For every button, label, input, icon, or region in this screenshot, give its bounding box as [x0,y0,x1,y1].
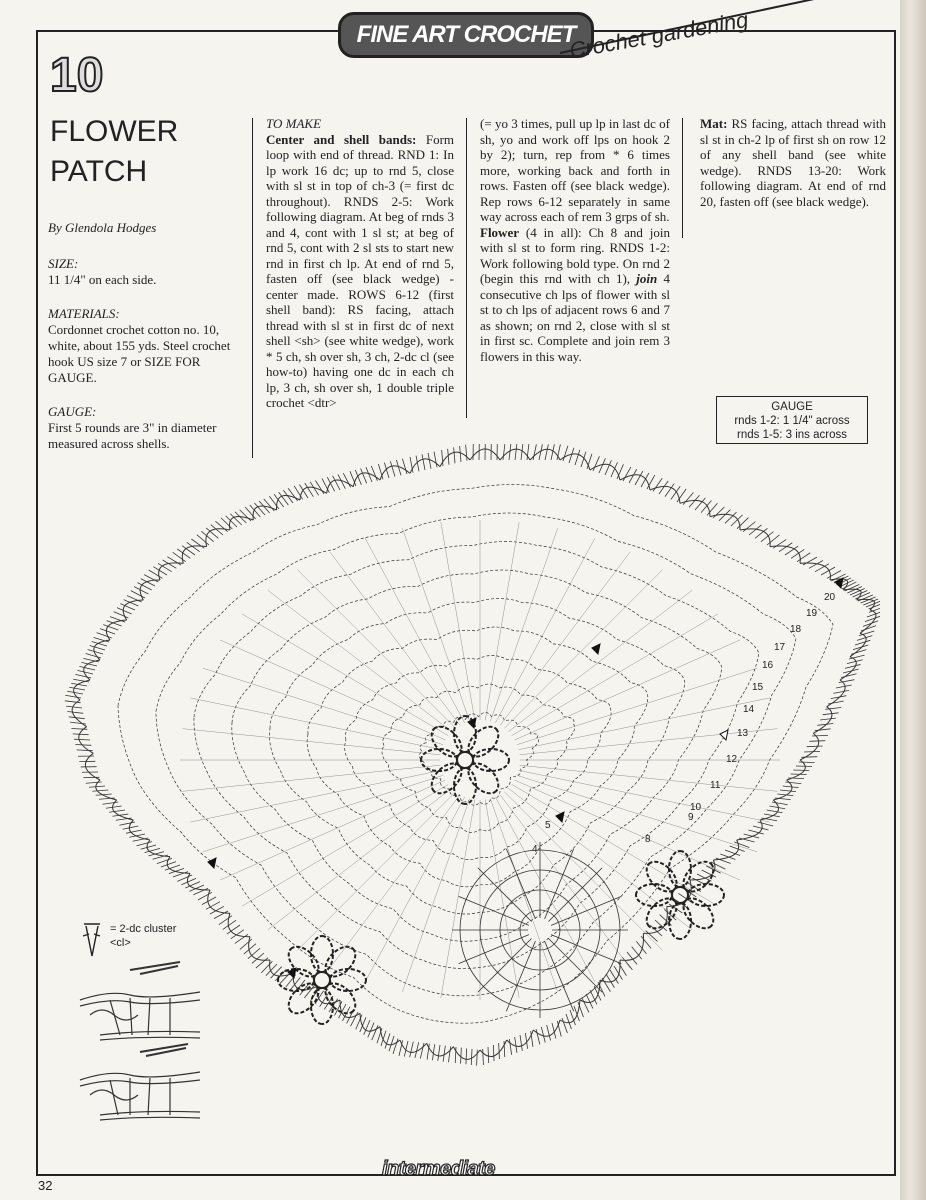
flower-text-a: (4 in all): Ch 8 and join with sl st to form ring. RNDS 1-2: Work following bold type. On rnd 2 (begin this rnd with ch 1), [480,224,671,286]
legend-equals: = [110,923,117,935]
row-number-label: 8 [645,834,651,845]
instructions-column-2 [480,116,670,364]
center-heading: Center and shell bands: [266,131,417,147]
row-number-label: 20 [824,592,836,603]
wedge-marker-icon [592,644,600,654]
join-word: join [636,271,658,286]
cluster-symbol-icon [80,918,104,958]
wedge-marker-icon [556,812,564,822]
row-number-label: 12 [726,754,738,765]
size-section [48,256,238,288]
wedge-marker-icon [720,730,728,740]
row-number-label: 15 [752,682,764,693]
mat-instructions [700,116,886,209]
page-edge [900,0,926,1200]
round-number-label: 4 [532,844,538,855]
round-number-label: 5 [545,820,551,831]
gauge-box-line-2: rnds 1-5: 3 ins across [737,429,847,441]
row-number-label: 18 [790,624,802,635]
row-number-label: 19 [806,608,818,619]
instructions-column-3 [700,116,886,209]
column-divider [252,118,253,458]
legend-text [110,922,200,950]
row-number-label: 10 [690,802,702,813]
title-line-1: FLOWER [50,115,179,148]
page-number: 32 [38,1178,53,1193]
instructions-column-1 [266,116,454,411]
mat-text: RS facing, attach thread with sl st in ch-2 lp of first sh on row 12 of any shell band (see white wedge). RNDS 13-20: Work following diagram. At end of rnd 20, fasten off (see black wedge). [700,116,886,209]
section-subtitle: Crochet gardening [567,6,751,64]
pattern-title [50,112,178,192]
legend-description: 2-dc cluster <cl> [110,923,177,949]
skill-level: intermediate [382,1158,495,1180]
materials-label: MATERIALS: [48,306,120,321]
column-divider [466,118,467,418]
byline: By Glendola Hodges [48,220,157,235]
materials-section [48,306,238,386]
column-divider [682,118,683,238]
size-label: SIZE: [48,256,79,271]
series-banner: FINE ART CROCHET [338,12,594,58]
gauge-box-title: GAUGE [771,401,813,413]
cluster-howto-illustration [70,960,210,1130]
gauge-label: GAUGE: [48,404,97,419]
center-text: Form loop with end of thread. RND 1: In lp work 16 dc; up to rnd 5, close with sl st in top of ch-3 (= first dc throughout). RNDS 2-5: Work following diagram. At beg of rnds 3 and 4, cont with 1 sl st; at beg of rnd 5, cont with 2 sl sts to start new rnd in first ch lp. At end of rnd 5, fasten off (see black wedge) - center made. ROWS 6-12 (first shell band): RS facing, attach thread with sl st in first dc of next shell <sh> (see white wedge), work * 5 ch, sh over sh, 3 ch, 2-dc cl (see how-to) having one dc in each ch lp, 3 ch, sh over sh, 1 double triple crochet <dtr> [266,131,455,410]
shell-continued: (= yo 3 times, pull up lp in last dc of sh, yo and work off lps on hook 2 by 2); turn, rep from * 6 times more, working back and forth in rows. Fasten off (see black wedge). Rep rows 6-12 separately in same way across each of rem 3 grps of sh. [480,116,670,224]
gauge-box-line-1: rnds 1-2: 1 1/4" across [734,415,850,427]
row-number-label: 16 [762,660,774,671]
row-number-label: 11 [710,780,721,791]
row-number-label: 13 [737,728,749,739]
title-line-2: PATCH [50,155,148,188]
pattern-info [48,220,238,470]
flower-text-b: 4 consecutive ch lps of flower with sl st to ch lps of adjacent rows 6 and 7 as shown; on rnd 2, close with sl st in first sc. Complete and join rem 3 flowers in this way. [480,271,670,364]
row-number-label: 14 [743,704,755,715]
gauge-box [716,396,868,444]
row-number-label: 9 [688,812,694,823]
wedge-marker-icon [208,858,216,868]
wedge-marker-icon [288,968,296,978]
center-instructions [266,132,454,411]
row-number-label: 17 [774,642,786,653]
materials-text: Cordonnet crochet cotton no. 10, white, about 155 yds. Steel crochet hook US size 7 or SIZE FOR GAUGE. [48,322,231,385]
gauge-text: First 5 rounds are 3" in diameter measured across shells. [48,420,217,451]
flower-heading: Flower [480,224,519,240]
pattern-number: 10 [50,49,104,102]
mat-heading: Mat: [700,116,728,131]
flower-instructions [480,225,670,365]
to-make-label: TO MAKE [266,116,322,131]
size-text: 11 1/4" on each side. [48,272,157,287]
